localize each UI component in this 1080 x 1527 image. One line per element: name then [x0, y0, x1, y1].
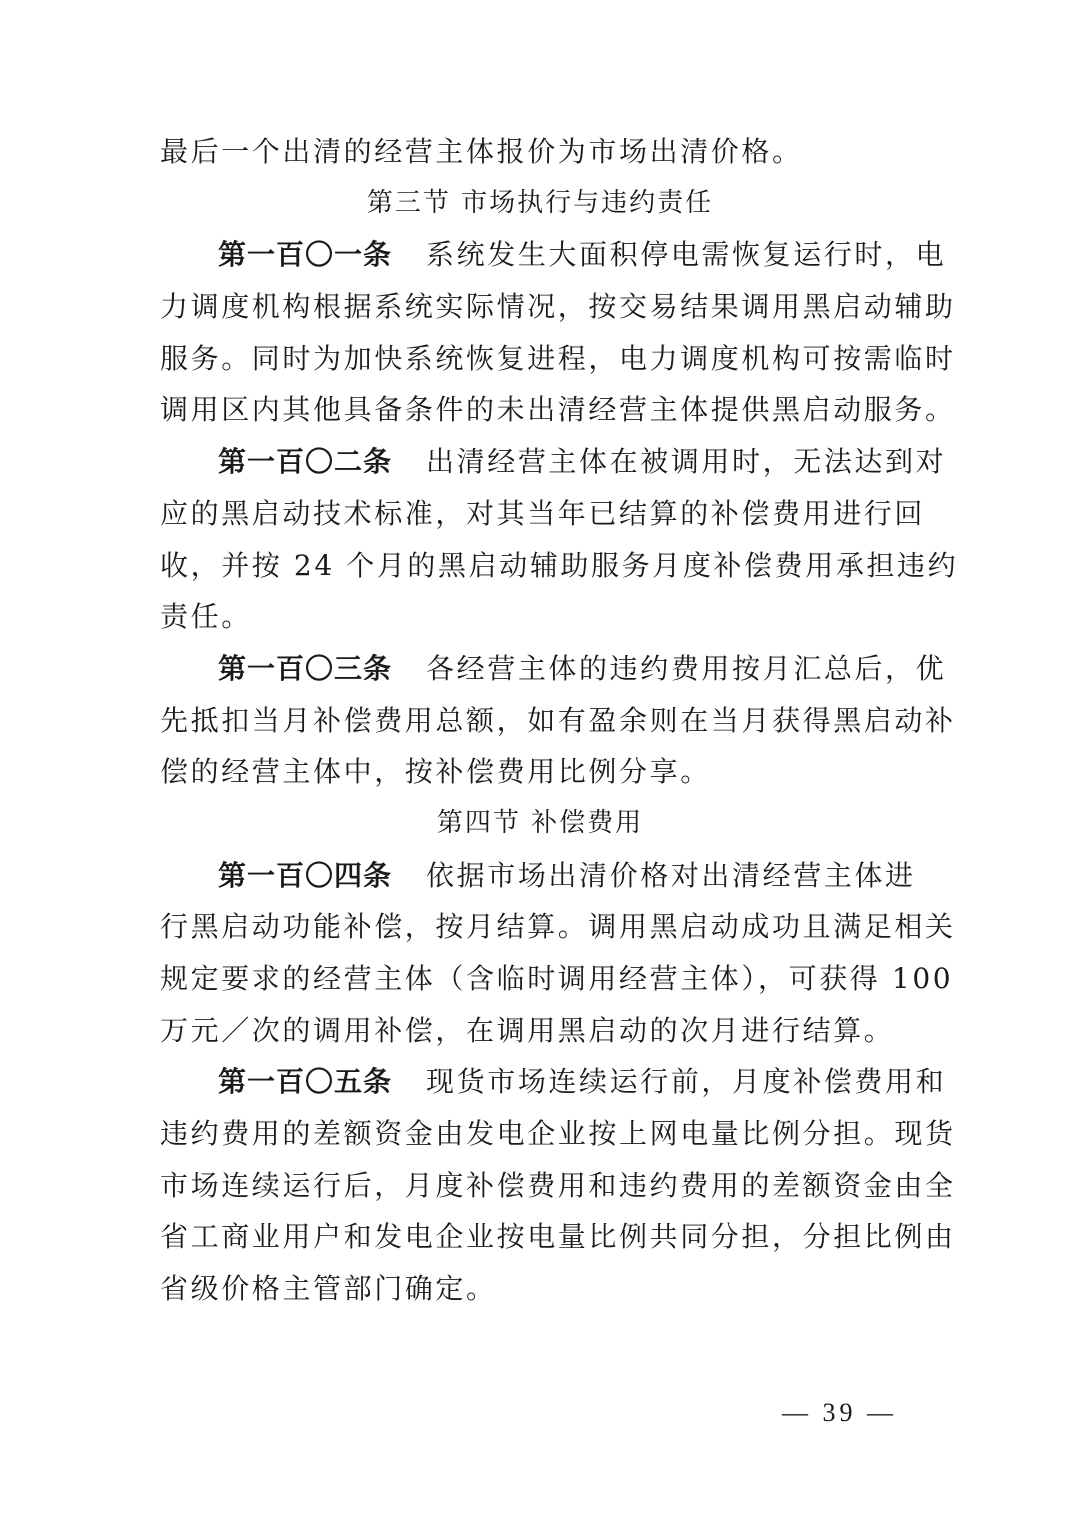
article-line	[160, 436, 947, 488]
article-line	[160, 643, 947, 695]
article-text: 系统发生大面积停电需恢复运行时，电	[426, 238, 947, 272]
text-line: 行黑启动功能补偿，按月结算。调用黑启动成功且满足相关	[160, 910, 956, 944]
text-line: 应的黑启动技术标准，对其当年已结算的补偿费用进行回	[160, 496, 926, 530]
article-number: 第一百〇二条	[218, 445, 393, 479]
text-line: 收，并按 24 个月的黑启动辅助服务月度补偿费用承担违约	[160, 548, 959, 582]
text-line: 责任。	[160, 600, 252, 634]
article-line	[160, 229, 947, 281]
article-text: 依据市场出清价格对出清经营主体进	[426, 858, 916, 892]
text-line: 省级价格主管部门确定。	[160, 1272, 497, 1306]
text-line: 省工商业用户和发电企业按电量比例共同分担，分担比例由	[160, 1220, 956, 1254]
text-line: 最后一个出清的经营主体报价为市场出清价格。	[160, 135, 803, 168]
article-number: 第一百〇一条	[218, 238, 393, 272]
article-text: 现货市场连续运行前，月度补偿费用和	[426, 1065, 947, 1099]
article-text: 各经营主体的违约费用按月汇总后，优	[426, 651, 947, 685]
article-number: 第一百〇三条	[218, 651, 393, 685]
article-number: 第一百〇五条	[218, 1065, 393, 1099]
text-line: 力调度机构根据系统实际情况，按交易结果调用黑启动辅助	[160, 290, 956, 324]
text-line: 万元／次的调用补偿，在调用黑启动的次月进行结算。	[160, 1013, 895, 1047]
text-line: 先抵扣当月补偿费用总额，如有盈余则在当月获得黑启动补	[160, 703, 956, 737]
article-text: 出清经营主体在被调用时，无法达到对	[426, 445, 947, 479]
article-number: 第一百〇四条	[218, 858, 393, 892]
text-line: 违约费用的差额资金由发电企业按上网电量比例分担。现货	[160, 1117, 956, 1151]
article-line	[160, 1056, 947, 1108]
article-line	[160, 850, 920, 902]
page-number: — 39 —	[782, 1398, 897, 1427]
text-line: 偿的经营主体中，按补偿费用比例分享。	[160, 755, 711, 789]
text-line: 市场连续运行后，月度补偿费用和违约费用的差额资金由全	[160, 1168, 956, 1202]
section-heading: 第三节 市场执行与违约责任	[366, 187, 714, 218]
section-heading: 第四节 补偿费用	[436, 807, 644, 838]
text-line: 调用区内其他具备条件的未出清经营主体提供黑启动服务。	[160, 393, 956, 427]
text-line: 服务。同时为加快系统恢复进程，电力调度机构可按需临时	[160, 341, 956, 375]
document-body	[160, 126, 959, 1315]
text-line: 规定要求的经营主体（含临时调用经营主体），可获得 100	[160, 962, 954, 995]
